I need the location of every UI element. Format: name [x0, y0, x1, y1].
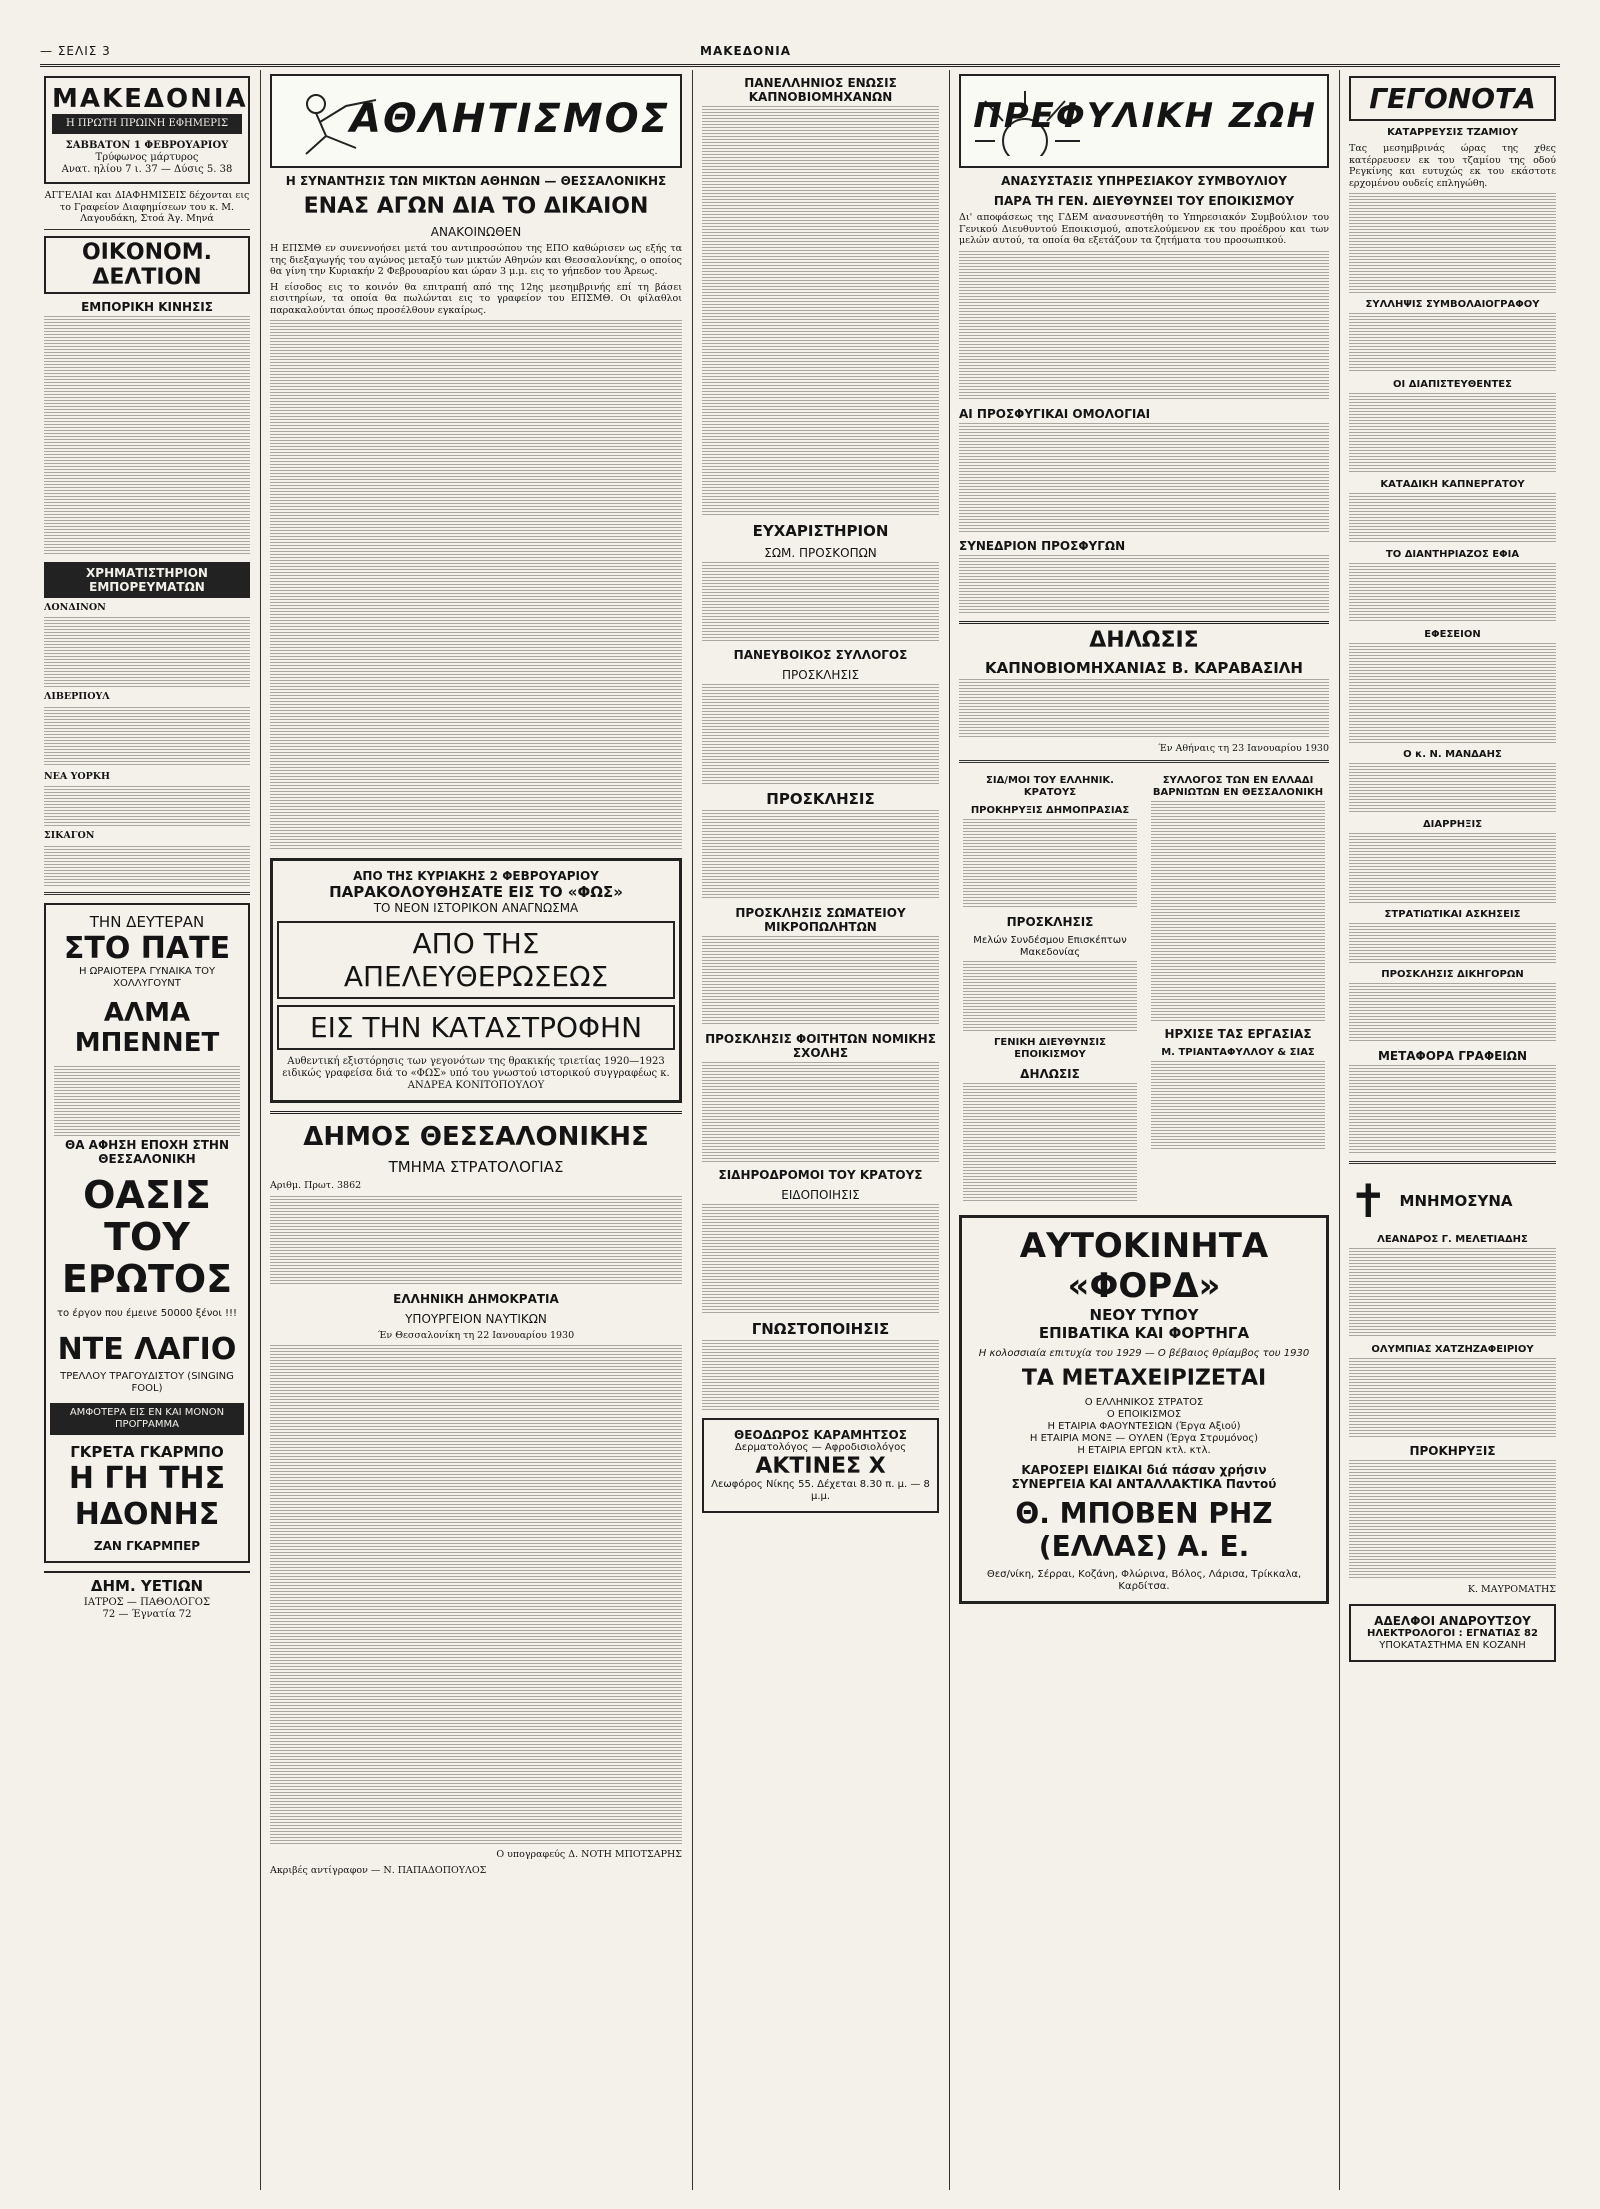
electric-address: ΗΛΕΚΤΡΟΛΟΓΟΙ : ΕΓΝΑΤΙΑΣ 82 [1367, 1627, 1538, 1639]
city-chicago: ΣΙΚΑΓΟΝ [44, 830, 95, 841]
singer-name: ΝΤΕ ΛΑΓΙΟ [57, 1331, 237, 1367]
ads-notice: ΑΓΓΕΛΙΑΙ και ΔΙΑΦΗΜΙΣΕΙΣ δέχονται εις το Γραφείον Διαφημίσεων του κ. Μ. Λαγουδάκη, Στοά Άγ. Μηνά [44, 190, 250, 230]
sports-headline-1: Η ΣΥΝΑΝΤΗΣΙΣ ΤΩΝ ΜΙΚΤΩΝ ΑΘΗΝΩΝ — ΘΕΣΣΑΛΟΝΙΚΗΣ [285, 174, 667, 188]
ministry: ΥΠΟΥΡΓΕΙΟΝ ΝΑΥΤΙΚΩΝ [405, 1311, 547, 1326]
column-1 [40, 70, 254, 2190]
proclamation-title: ΠΡΟΚΗΡΥΞΙΣ [1409, 1444, 1496, 1458]
event-heading: ΕΦΕΣΕΙΟΝ [1424, 629, 1481, 640]
event-heading: ΤΟ ΔΙΑΝΤΗΡΙΑΖΟΣ ΕΦΙΑ [1385, 549, 1520, 560]
railways-notice: ΕΙΔΟΠΟΙΗΣΙΣ [781, 1188, 860, 1202]
ad-description: Αυθεντική εξιστόρησις των γεγονότων της θρακικής τριετίας 1920—1923 ειδικώς γραφείσα διά το «ΦΩΣ» υπό του γνωστού ιστορικού συγγραφέως κ. ΑΝΔΡΕΑ ΚΟΝΙΤΟΠΟΥΛΟΥ [282, 1056, 670, 1091]
greta-film: Η ΓΗ ΤΗΣ ΗΔΟΝΗΣ [68, 1460, 226, 1532]
notice-title: ΓΝΩΣΤΟΠΟΙΗΣΙΣ [751, 1320, 890, 1338]
doctor-title: ΙΑΤΡΟΣ — ΠΑΘΟΛΟΓΟΣ [83, 1596, 211, 1608]
sports-headline-2: ΕΝΑΣ ΑΓΩΝ ΔΙΑ ΤΟ ΔΙΚΑΙΟΝ [303, 194, 649, 219]
doctor2-name: ΘΕΟΔΩΡΟΣ ΚΑΡΑΜΗΤΣΟΣ [734, 1428, 907, 1442]
column-3 [698, 70, 943, 2190]
ford-user: Ο ΕΠΟΙΚΙΣΜΟΣ [1106, 1409, 1182, 1420]
ad-date: ΑΠΟ ΤΗΣ ΚΥΡΙΑΚΗΣ 2 ΦΕΒΡΟΥΑΡΙΟΥ [353, 869, 599, 883]
settlement-declaration: ΔΗΛΩΣΙΣ [1020, 1067, 1080, 1081]
municipality-dept: ΤΜΗΜΑ ΣΤΡΑΤΟΛΟΓΙΑΣ [388, 1158, 564, 1176]
sports-banner [270, 74, 682, 168]
ford-title: ΑΥΤΟΚΙΝΗΤΑ «ΦΟΡΔ» [1019, 1226, 1269, 1306]
ford-dealer: Θ. ΜΠΟΒΕΝ ΡΗΖ (ΕΛΛΑΣ) Α. Ε. [1015, 1497, 1273, 1563]
notice-signature: Ο υπογραφεύς Δ. ΝΟΤΗ ΜΠΟΤΣΑΡΗΣ [496, 1849, 682, 1860]
singer-film: ΤΡΕΛΛΟΥ ΤΡΑΓΟΥΔΙΣΤΟΥ (SINGING FOOL) [60, 1370, 234, 1394]
bindery-name: Μ. ΤΡΙΑΝΤΑΦΥΛΛΟΥ & ΣΙΑΣ [1161, 1047, 1315, 1058]
event-heading: ΟΙ ΔΙΑΠΙΣΤΕΥΘΕΝΤΕΣ [1393, 379, 1512, 390]
cinema-tagline: Η ΩΡΑΙΟΤΕΡΑ ΓΥΝΑΙΚΑ ΤΟΥ ΧΟΛΛΥΓΟΥΝΤ [78, 965, 216, 989]
electric-name: ΑΔΕΛΦΟΙ ΑΝΔΡΟΥΤΣΟΥ [1374, 1613, 1531, 1628]
doctor2-spec: Δερματολόγος — Αφροδισιολόγος [734, 1442, 907, 1453]
market-title: ΧΡΗΜΑΤΙΣΤΗΡΙΟΝ ΕΜΠΟΡΕΥΜΑΤΩΝ [44, 562, 250, 598]
memorial-name: ΛΕΑΝΔΡΟΣ Γ. ΜΕΛΕΤΙΑΔΗΣ [1377, 1234, 1528, 1245]
econ-title: ΟΙΚΟΝΟΜ. ΔΕΛΤΙΟΝ [44, 236, 250, 294]
doctor-ad [702, 1418, 939, 1513]
event-body: Τας μεσημβρινάς ώρας της χθες κατέρρευσεν εκ του τζαμίου της οδού Ρεγκίνης και ευτυχώς εκ του εκάστοτε ερχομένου ουδείς επληγώθη. [1349, 143, 1556, 189]
event-heading: ΚΑΤΑΔΙΚΗ ΚΑΠΝΕΡΓΑΤΟΥ [1380, 479, 1525, 490]
municipality-title: ΔΗΜΟΣ ΘΕΣΣΑΛΟΝΙΚΗΣ [270, 1111, 682, 1152]
ford-used-by: ΤΑ ΜΕΤΑΧΕΙΡΙΖΕΤΑΙ [1021, 1366, 1267, 1391]
evia-invite: ΠΡΟΣΚΛΗΣΙΣ [781, 668, 860, 682]
sports-body-2: Η είσοδος εις το κοινόν θα επιτραπή από της 12ης μεσημβρινής επί τη βάσει εισιτηρίων, τα οποία θα πωλώνται εις το γραφείον του ΕΠΣΜΘ. Οι φίλαθλοι παρακαλούνται όπως προσέλθουν εγκαίρως. [270, 281, 682, 316]
bindery-opening: ΗΡΧΙΣΕ ΤΑΣ ΕΡΓΑΣΙΑΣ [1164, 1027, 1312, 1041]
republic: ΕΛΛΗΝΙΚΗ ΔΗΜΟΚΡΑΤΙΑ [393, 1291, 559, 1306]
event-heading: ΣΥΛΛΗΨΙΣ ΣΥΜΒΟΛΑΙΟΓΡΑΦΟΥ [1365, 299, 1540, 310]
evia-club: ΠΑΝΕΥΒΟΙΚΟΣ ΣΥΛΛΟΓΟΣ [733, 648, 908, 662]
fos-serial-ad [270, 858, 682, 1103]
column-4 [955, 70, 1333, 2190]
ad-title-1: ΑΠΟ ΤΗΣ ΑΠΕΛΕΥΘΕΡΩΣΕΩΣ [277, 921, 675, 999]
ford-user: Η ΕΤΑΙΡΙΑ ΦΑΟΥΝΤΕΣΙΩΝ (Έργα Αξιού) [1047, 1421, 1241, 1432]
cinema-star: ΑΛΜΑ ΜΠΕΝΝΕΤ [74, 997, 220, 1058]
railways: ΣΙΔΗΡΟΔΡΟΜΟΙ ΤΟΥ ΚΡΑΤΟΥΣ [718, 1168, 923, 1182]
proclamation-sign: Κ. ΜΑΥΡΟΜΑΤΗΣ [1467, 1584, 1556, 1595]
city-liverpool: ΛΙΒΕΡΠΟΥΛ [44, 691, 110, 702]
paper-name: ΜΑΚΕΔΟΝΙΑ [700, 44, 792, 58]
council-headline-2: ΠΑΡΑ ΤΗ ΓΕΝ. ΔΙΕΥΘΥΝΣΕΙ ΤΟΥ ΕΠΟΙΚΙΣΜΟΥ [993, 194, 1295, 208]
section-title-refugee: ΠΡΕΦΥΛΙΚΗ ΖΩΗ [973, 96, 1317, 136]
ford-user: Η ΕΤΑΙΡΙΑ ΕΡΓΩΝ κτλ. κτλ. [1077, 1445, 1211, 1456]
co-star: ΖΑΝ ΓΚΑΡΜΠΕΡ [93, 1538, 201, 1553]
congress-heading: ΣΥΝΕΔΡΙΟΝ ΠΡΟΣΦΥΓΩΝ [959, 538, 1126, 553]
sun-times: Ανατ. ηλίου 7 ι. 37 — Δύσις 5. 38 [61, 164, 233, 175]
thanks-title: ΕΥΧΑΡΙΣΤΗΡΙΟΝ [752, 522, 889, 540]
council-headline-1: ΑΝΑΣΥΣΤΑΣΙΣ ΥΠΗΡΕΣΙΑΚΟΥ ΣΥΜΒΟΥΛΙΟΥ [1001, 174, 1287, 188]
rail-title: ΣΙΔ/ΜΟΙ ΤΟΥ ΕΛΛΗΝΙΚ. ΚΡΑΤΟΥΣ [986, 775, 1114, 798]
varna-club: ΣΥΛΛΟΓΟΣ ΤΩΝ ΕΝ ΕΛΛΑΔΙ ΒΑΡΝΙΩΤΩΝ ΕΝ ΘΕΣΣΑΛΟΝΙΚΗ [1152, 775, 1324, 798]
students-invite: ΠΡΟΣΚΛΗΣΙΣ ΦΟΙΤΗΤΩΝ ΝΟΜΙΚΗΣ ΣΧΟΛΗΣ [705, 1032, 936, 1060]
event-heading: Ο κ. Ν. ΜΑΝΔΑΗΣ [1403, 749, 1502, 760]
ford-user: Η ΕΤΑΙΡΙΑ ΜΟΝΞ — ΟΥΛΕΝ (Έργα Στρυμόνος) [1029, 1433, 1259, 1444]
ford-types: ΕΠΙΒΑΤΙΚΑ ΚΑΙ ΦΟΡΤΗΓΑ [1038, 1324, 1250, 1342]
electricians-ad [1349, 1604, 1556, 1662]
saint-day: Τρύφωνος μάρτυρος [95, 152, 199, 163]
refugee-banner [959, 74, 1329, 168]
cinema-ad [44, 903, 250, 1563]
ford-cities: Θεσ/νίκη, Σέρραι, Κοζάνη, Φλώρινα, Βόλος, Λάρισα, Τρίκκαλα, Καρδίτσα. [986, 1569, 1302, 1592]
masthead-subtitle: Η ΠΡΩΤΗ ΠΡΩΙΝΗ ΕΦΗΜΕΡΙΣ [52, 114, 242, 134]
section-title-sports: ΑΘΛΗΤΙΣΜΟΣ [349, 96, 670, 142]
ad-serial: ΤΟ ΝΕΟΝ ΙΣΤΟΡΙΚΟΝ ΑΝΑΓΝΩΣΜΑ [373, 901, 579, 915]
ford-ad [959, 1215, 1329, 1604]
issue-date: ΣΑΒΒΑΤΟΝ 1 ΦΕΒΡΟΥΑΡΙΟΥ [65, 140, 229, 151]
ford-bodies: ΚΑΡΟΣΕΡΙ ΕΙΔΙΚΑΙ διά πάσαν χρήσιν [1021, 1463, 1267, 1477]
sports-body-1: Η ΕΠΣΜΘ εν συνεννοήσει μετά του αντιπροσώπου της ΕΠΟ καθώρισεν ως εξής τα της διεξαγωγής του αγώνος μεταξύ των μικτών Αθηνών και Θεσσαλονίκης, ο οποίος θα γίνη την Κυριακήν 2 Φεβρουαρίου και ώραν 3 μ.μ. εις το γήπεδον του Άρεως. [270, 243, 682, 277]
declaration-company: ΚΑΠΝΟΒΙΟΜΗΧΑΝΙΑΣ Β. ΚΑΡΑΒΑΣΙΛΗ [985, 658, 1303, 677]
greta-name: ΓΚΡΕΤΑ ΓΚΑΡΜΠΟ [70, 1442, 224, 1461]
city-london: ΛΟΝΔΙΝΟΝ [44, 601, 106, 613]
event-heading: ΔΙΑΡΡΗΞΙΣ [1422, 819, 1483, 830]
event-heading: ΣΤΡΑΤΙΩΤΙΚΑΙ ΑΣΚΗΣΕΙΣ [1384, 909, 1521, 920]
page-header [40, 40, 1560, 67]
declaration-title: ΔΗΛΩΣΙΣ [959, 621, 1329, 653]
sports-text-columns [270, 320, 682, 850]
market-text [44, 316, 250, 556]
invite2-sub: Μελών Συνδέσμου Επισκέπτων Μακεδονίας [973, 935, 1127, 958]
ford-new: ΝΕΟΥ ΤΥΠΟΥ [1089, 1306, 1199, 1324]
settlement-dept: ΓΕΝΙΚΗ ΔΙΕΥΘΥΝΣΙΣ ΕΠΟΙΚΙΣΜΟΥ [994, 1037, 1106, 1060]
doctor2-address: Λεωφόρος Νίκης 55. Δέχεται 8.30 π. μ. — 8 μ.μ. [711, 1479, 930, 1502]
econ-subtitle: ΕΜΠΟΡΙΚΗ ΚΙΝΗΣΙΣ [81, 299, 213, 314]
section-title-events: ΓΕΓΟΝΟΤΑ [1349, 76, 1556, 121]
cinema-name: ΣΤΟ ΠΑΤΕ [63, 930, 231, 966]
announcement-label: ΑΝΑΚΟΙΝΩΘΕΝ [430, 225, 522, 239]
cinema-day: ΤΗΝ ΔΕΥΤΕΡΑΝ [89, 912, 205, 931]
scouts: ΣΩΜ. ΠΡΟΣΚΟΠΩΝ [764, 546, 877, 560]
ford-slogan: Η κολοσσιαία επιτυχία του 1929 — Ο βέβαιος θρίαμβος του 1930 [978, 1348, 1310, 1359]
doctor-address: 72 — Έγνατία 72 [102, 1608, 192, 1620]
ford-user: Ο ΕΛΛΗΝΙΚΟΣ ΣΤΡΑΤΟΣ [1084, 1397, 1204, 1408]
masthead-title: ΜΑΚΕΔΟΝΙΑ [52, 84, 248, 114]
bonds-heading: ΑΙ ΠΡΟΣΦΥΓΙΚΑΙ ΟΜΟΛΟΓΙΑΙ [959, 406, 1151, 421]
cinema-promo: ΘΑ ΑΦΗΣΗ ΕΠΟΧΗ ΣΤΗΝ ΘΕΣΣΑΛΟΝΙΚΗ [65, 1137, 229, 1166]
masthead-box [44, 76, 250, 184]
invite-title: ΠΡΟΣΚΛΗΣΙΣ [766, 790, 875, 808]
declaration-date: Έν Αθήναις τη 23 Ιανουαρίου 1930 [1158, 742, 1329, 754]
notice-copy: Ακριβές αντίγραφον — Ν. ΠΑΠΑΔΟΠΟΥΛΟΣ [270, 1864, 487, 1876]
notice-date: Έν Θεσσαλονίκη τη 22 Ιανουαρίου 1930 [377, 1329, 575, 1341]
electric-branch: ΥΠΟΚΑΤΑΣΤΗΜΑ ΕΝ ΚΟΖΑΝΗ [1379, 1639, 1526, 1651]
column-2 [266, 70, 686, 2190]
tobacco-union: ΠΑΝΕΛΛΗΝΙΟΣ ΕΝΩΣΙΣ ΚΑΠΝΟΒΙΟΜΗΧΑΝΩΝ [744, 76, 897, 104]
xray: ΑΚΤΙΝΕΣ Χ [755, 1454, 886, 1479]
ford-garages: ΣΥΝΕΡΓΕΙΑ ΚΑΙ ΑΝΤΑΛΛΑΚΤΙΚΑ Παντού [1011, 1477, 1277, 1491]
film-title: ΟΑΣΙΣ ΤΟΥ ΕΡΩΤΟΣ [61, 1172, 233, 1301]
ad-title-2: ΕΙΣ ΤΗΝ ΚΑΤΑΣΤΡΟΦΗΝ [277, 1005, 675, 1050]
memorial-title: ΜΝΗΜΟΣΥΝΑ [1399, 1192, 1513, 1210]
notice-number: Αριθμ. Πρωτ. 3862 [270, 1180, 362, 1191]
doctor-name: ΔΗΜ. ΥΕΤΙΩΝ [44, 1571, 250, 1595]
notice-text [270, 1345, 682, 1845]
invite2-title: ΠΡΟΣΚΛΗΣΙΣ [1006, 915, 1094, 929]
page-number: — ΣΕΛΙΣ 3 [40, 44, 111, 58]
city-newyork: ΝΕΑ ΥΟΡΚΗ [44, 770, 111, 782]
council-body: Δι' αποφάσεως της ΓΔΕΜ ανασυνεστήθη το Υπηρεσιακόν Συμβούλιον του Γενικού Διευθυντού Εποικισμού, αποτελούμενον εκ του προέδρου και των μελών αυτού, τα οποία θα εξετάζουν τα ζητήματα του προσωπικού. [959, 212, 1329, 246]
ad-follow: ΠΑΡΑΚΟΛΟΥΘΗΣΑΤΕ ΕΙΣ ΤΟ «ΦΩΣ» [329, 883, 623, 901]
event-heading: ΜΕΤΑΦΟΡΑ ΓΡΑΦΕΙΩΝ [1377, 1049, 1528, 1063]
column-5 [1345, 70, 1560, 2190]
memorial-name-2: ΟΛΥΜΠΙΑΣ ΧΑΤΖΗΖΑΦΕΙΡΙΟΥ [1371, 1344, 1534, 1355]
cross-icon: ✝ [1349, 1174, 1388, 1228]
program-note: ΑΜΦΟΤΕΡΑ ΕΙΣ ΕΝ ΚΑΙ ΜΟΝΟΝ ΠΡΟΓΡΑΜΜΑ [50, 1403, 244, 1435]
film-note: το έργον που έμεινε 50000 ξένοι !!! [57, 1307, 237, 1319]
vendors-invite: ΠΡΟΣΚΛΗΣΙΣ ΣΩΜΑΤΕΙΟΥ ΜΙΚΡΟΠΩΛΗΤΩΝ [735, 906, 906, 934]
newspaper-page [40, 70, 1560, 2190]
rail-auction: ΠΡΟΚΗΡΥΞΙΣ ΔΗΜΟΠΡΑΣΙΑΣ [970, 805, 1130, 816]
event-heading: ΠΡΟΣΚΛΗΣΙΣ ΔΙΚΗΓΟΡΩΝ [1381, 969, 1524, 980]
event-heading: ΚΑΤΑΡΡΕΥΣΙΣ ΤΖΑΜΙΟΥ [1387, 127, 1518, 138]
